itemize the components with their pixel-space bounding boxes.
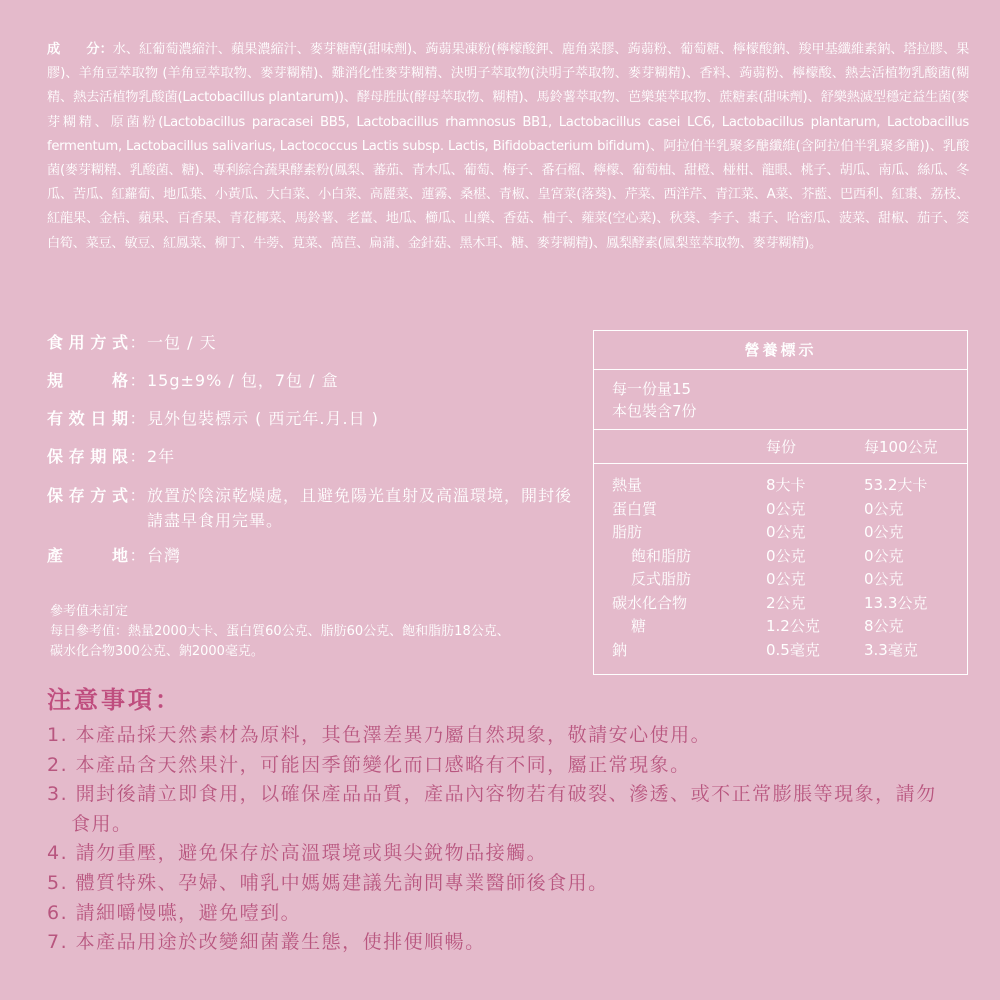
nutrition-title: 營養標示 — [594, 331, 967, 370]
ingredients-text: 水、紅葡萄濃縮汁、蘋果濃縮汁、麥芽糖醇(甜味劑)、蒟蒻果凍粉(檸檬酸鉀、鹿角菜膠、蒟蒻粉、葡萄糖、檸檬酸鈉、羧甲基纖維素鈉、塔拉膠、果膠)、羊角豆萃取物 (羊角豆萃取物、麥芽糊精)、難消化性麥芽糊精、決明子萃取物(決明子萃取物、麥芽糊精)、香料、蒟蒻粉、檸檬酸、熱去活植物乳酸菌(糊精、熱去活植物乳酸菌(Lactobacillus plantarum))、酵母胜肽(酵母萃取物、糊精)、馬鈴薯萃取物、芭樂葉萃取物、蔗糖素(甜味劑)、舒樂熱滅型穩定益生菌(麥芽糊精、原菌粉(Lactobacillus paracasei BB5, Lactobacillus rhamnosus BB1, Lactobacillus casei LC6, Lactobacillus plantarum, Lactobacillus fermentum, Lactobacillus salivarius, Lactococcus Lactis subsp. Lactis, Bifidobacterium bifidum)、阿拉伯半乳聚多醣纖維(含阿拉伯半乳聚多醣))、乳酸菌(麥芽糊精、乳酸菌、糖)、專利綜合蔬果酵素粉(鳳梨、蕃茄、青木瓜、葡萄、梅子、番石榴、檸檬、葡萄柚、甜橙、椪柑、龍眼、桃子、胡瓜、南瓜、絲瓜、冬瓜、苦瓜、紅蘿蔔、地瓜葉、小黃瓜、大白菜、小白菜、高麗菜、蓮霧、桑椹、青椒、皇宮菜(落葵)、芹菜、西洋芹、青江菜、A菜、芥藍、巴西利、紅棗、荔枝、紅龍果、金桔、蘋果、百香果、青花椰菜、馬鈴薯、老薑、地瓜、櫛瓜、山藥、香菇、柚子、蕹菜(空心菜)、秋葵、李子、棗子、哈密瓜、菠菜、甜椒、茄子、筊白筍、菜豆、敏豆、紅鳳菜、柳丁、牛蒡、莧菜、萵苣、扁蒲、金針菇、黑木耳、糖、麥芽糊精)、鳳梨酵素(鳳梨莖萃取物、麥芽糊精)。 — [47, 42, 969, 251]
info-value: 2年 — [147, 447, 176, 466]
nutrient-name: 碳水化合物 — [612, 593, 688, 612]
info-shelf-life: 保存期限 ： 2年 — [47, 444, 577, 469]
daily-reference — [50, 602, 510, 662]
nutrient-per-serving: 0公克 — [766, 499, 806, 518]
nutrient-per-100g: 8公克 — [864, 617, 904, 635]
column-headers — [594, 430, 967, 464]
nutrient-per-100g: 0公克 — [864, 523, 904, 541]
reference-note: 參考值未訂定 — [50, 604, 129, 619]
note-item: 3. 開封後請立即食用，以確保產品品質，產品內容物若有破裂、滲透、或不正常膨脹等現象，請勿食用。 — [47, 783, 937, 835]
servings-per-package: 本包裝含7份 — [612, 402, 697, 420]
info-value: 見外包裝標示 ( 西元年.月.日 ) — [147, 409, 379, 428]
nutrition-row — [594, 592, 967, 616]
nutrient-per-serving: 0公克 — [766, 523, 806, 541]
note-item: 2. 本產品含天然果汁，可能因季節變化而口感略有不同，屬正常現象。 — [47, 753, 691, 776]
nutrient-per-100g: 3.3毫克 — [864, 640, 918, 659]
notes-section — [47, 680, 947, 958]
nutrient-per-serving: 8大卡 — [766, 476, 806, 494]
nutrient-per-serving: 1.2公克 — [766, 617, 820, 635]
nutrient-per-100g: 0公克 — [864, 546, 904, 565]
info-label: 產地 — [47, 546, 129, 565]
nutrient-per-serving: 2公克 — [766, 593, 806, 612]
nutrition-row — [594, 639, 967, 663]
nutrition-rows — [594, 464, 967, 662]
info-label: 食用方式 — [47, 333, 129, 352]
info-value: 一包 / 天 — [147, 333, 217, 352]
info-usage: 食用方式 ： 一包 / 天 — [47, 330, 577, 355]
nutrient-name: 脂肪 — [612, 523, 643, 541]
ingredients-paragraph: 成 分：水、紅葡萄濃縮汁、蘋果濃縮汁、麥芽糖醇(甜味劑)、蒟蒻果凍粉(檸檬酸鉀、鹿角菜膠、蒟蒻粉、葡萄糖、檸檬酸鈉、羧甲基纖維素鈉、塔拉膠、果膠)、羊角豆萃取物 (羊角豆萃取物、麥芽糊精)、難消化性麥芽糊精、決明子萃取物(決明子萃取物、麥芽糊精)、香料、蒟蒻粉、檸檬酸、熱去活植物乳酸菌(糊精、熱去活植物乳酸菌(Lactobacillus plantarum))、酵母胜肽(酵母萃取物、糊精)、馬鈴薯萃取物、芭樂葉萃取物、蔗糖素(甜味劑)、舒樂熱滅型穩定益生菌(麥芽糊精、原菌粉(Lactobacillus paracasei BB5, Lactobacillus rhamnosus BB1, Lactobacillus casei LC6, Lactobacillus plantarum, Lactobacillus fermentum, Lactobacillus salivarius, Lactococcus Lactis subsp. Lactis, Bifidobacterium bifidum)、阿拉伯半乳聚多醣纖維(含阿拉伯半乳聚多醣))、乳酸菌(麥芽糊精、乳酸菌、糖)、專利綜合蔬果酵素粉(鳳梨、蕃茄、青木瓜、葡萄、梅子、番石榴、檸檬、葡萄柚、甜橙、椪柑、龍眼、桃子、胡瓜、南瓜、絲瓜、冬瓜、苦瓜、紅蘿蔔、地瓜葉、小黃瓜、大白菜、小白菜、高麗菜、蓮霧、桑椹、青椒、皇宮菜(落葵)、芹菜、西洋芹、青江菜、A菜、芥藍、巴西利、紅棗、荔枝、紅龍果、金桔、蘋果、百香果、青花椰菜、馬鈴薯、老薑、地瓜、櫛瓜、山藥、香菇、柚子、蕹菜(空心菜)、秋葵、李子、棗子、哈密瓜、菠菜、甜椒、茄子、筊白筍、菜豆、敏豆、紅鳳菜、柳丁、牛蒡、莧菜、萵苣、扁蒲、金針菇、黑木耳、糖、麥芽糊精)、鳳梨酵素(鳳梨莖萃取物、麥芽糊精)。 — [47, 42, 969, 251]
nutrient-per-100g: 13.3公克 — [864, 593, 928, 612]
nutrition-row — [594, 521, 967, 545]
nutrient-per-100g: 0公克 — [864, 570, 904, 588]
info-spec: 規格 ： 15g±9% / 包，7包 / 盒 — [47, 368, 577, 393]
info-value: 台灣 — [147, 546, 182, 565]
nutrient-per-100g: 0公克 — [864, 499, 904, 518]
info-label: 保存方式 — [47, 486, 129, 505]
nutrient-per-100g: 53.2大卡 — [864, 476, 928, 494]
nutrient-name: 糖 — [631, 617, 647, 635]
nutrient-per-serving: 0公克 — [766, 570, 806, 588]
col-per-serving: 每份 — [766, 438, 797, 456]
notes-list — [47, 721, 947, 958]
info-label: 保存期限 — [47, 447, 129, 466]
nutrient-name: 鈉 — [612, 640, 628, 659]
reference-values: 每日參考值：熱量2000大卡、蛋白質60公克、脂肪60公克、飽和脂肪18公克、碳水化合物300公克、鈉2000毫克。 — [50, 624, 510, 659]
nutrient-name: 飽和脂肪 — [631, 546, 692, 565]
nutrition-row — [594, 474, 967, 498]
nutrition-row — [594, 568, 967, 592]
note-item: 7. 本產品用途於改變細菌叢生態，使排便順暢。 — [47, 931, 486, 954]
note-item: 6. 請細嚼慢嚥，避免噎到。 — [47, 901, 302, 924]
serving-info — [594, 370, 967, 430]
nutrient-per-serving: 0公克 — [766, 546, 806, 565]
nutrient-name: 蛋白質 — [612, 499, 658, 518]
info-expiry: 有效日期 ： 見外包裝標示 ( 西元年.月.日 ) — [47, 406, 577, 431]
nutrition-row — [594, 615, 967, 639]
note-item: 5. 體質特殊、孕婦、哺乳中媽媽建議先詢問專業醫師後食用。 — [47, 871, 609, 894]
info-origin: 產地 ： 台灣 — [47, 543, 577, 568]
col-per-100g: 每100公克 — [864, 438, 938, 456]
nutrient-name: 熱量 — [612, 476, 643, 494]
nutrition-table — [593, 330, 968, 675]
serving-size: 每一份量15 — [612, 380, 692, 398]
ingredients-label: 成 分 — [47, 42, 100, 57]
nutrient-name: 反式脂肪 — [631, 570, 692, 588]
info-storage: 保存方式 ： 放置於陰涼乾燥處，且避免陽光直射及高溫環境，開封後請盡早食用完畢。 — [47, 483, 577, 533]
nutrition-row — [594, 545, 967, 569]
notes-title: 注意事項： — [47, 686, 182, 714]
info-label: 有效日期 — [47, 409, 129, 428]
info-label: 規格 — [47, 371, 129, 390]
info-value: 15g±9% / 包，7包 / 盒 — [147, 371, 339, 390]
note-item: 1. 本產品採天然素材為原料，其色澤差異乃屬自然現象，敬請安心使用。 — [47, 724, 712, 746]
note-item: 4. 請勿重壓，避免保存於高溫環境或與尖銳物品接觸。 — [47, 842, 548, 865]
nutrient-per-serving: 0.5毫克 — [766, 640, 820, 659]
info-value: 放置於陰涼乾燥處，且避免陽光直射及高溫環境，開封後請盡早食用完畢。 — [147, 486, 573, 530]
nutrition-row — [594, 498, 967, 522]
